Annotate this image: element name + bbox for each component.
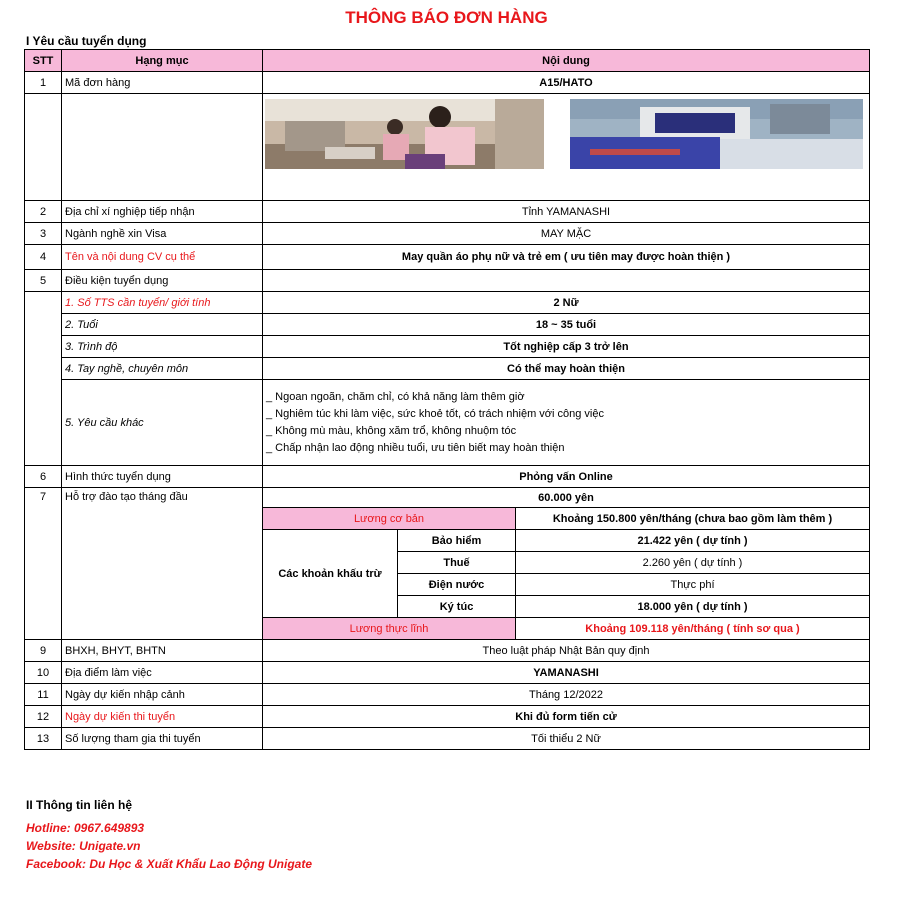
utility-value: Thực phí	[516, 574, 870, 596]
hotline: Hotline: 0967.649893	[26, 821, 145, 835]
dorm-label: Ký túc	[398, 596, 516, 618]
table-header-row	[25, 50, 870, 72]
row-stt: 7	[25, 488, 62, 640]
row-stt: 6	[25, 466, 62, 488]
requirement-line: _ Chấp nhận lao động nhiều tuổi, ưu tiên biết may hoàn thiện	[266, 441, 565, 454]
row-value: YAMANASHI	[263, 662, 870, 684]
row-item: Ngành nghề xin Visa	[62, 223, 263, 245]
section-contact-heading: II Thông tin liên hệ	[26, 798, 132, 812]
table-row	[25, 72, 870, 94]
net-salary-value: Khoảng 109.118 yên/tháng ( tính sơ qua )	[516, 618, 870, 640]
table-row	[25, 488, 870, 508]
header-content: Nội dung	[263, 50, 870, 72]
table-row	[25, 706, 870, 728]
photo-row	[25, 94, 870, 201]
utility-label: Điện nước	[398, 574, 516, 596]
row-stt: 1	[25, 72, 62, 94]
insurance-label: Bảo hiểm	[398, 530, 516, 552]
row-value: 18 ~ 35 tuổi	[263, 314, 870, 336]
row-value: 2 Nữ	[263, 292, 870, 314]
row-value: Tối thiểu 2 Nữ	[263, 728, 870, 750]
table-row	[25, 336, 870, 358]
row-stt: 9	[25, 640, 62, 662]
row-value: Phỏng vấn Online	[263, 466, 870, 488]
table-row	[25, 223, 870, 245]
row-value: Tỉnh YAMANASHI	[263, 201, 870, 223]
table-row	[25, 314, 870, 336]
facebook: Facebook: Du Học & Xuất Khẩu Lao Động Unigate	[26, 857, 313, 871]
sewing-workers-photo	[265, 99, 544, 169]
row-value: 60.000 yên	[263, 488, 870, 508]
table-row	[25, 728, 870, 750]
tax-value: 2.260 yên ( dự tính )	[516, 552, 870, 574]
basic-salary-value: Khoảng 150.800 yên/tháng (chưa bao gồm làm thêm )	[516, 508, 870, 530]
table-row	[25, 270, 870, 292]
page-title: THÔNG BÁO ĐƠN HÀNG	[345, 8, 548, 27]
row-value: A15/HATO	[263, 72, 870, 94]
row-stt: 11	[25, 684, 62, 706]
table-row	[25, 358, 870, 380]
section-requirements-heading: I Yêu cầu tuyển dụng	[26, 34, 147, 48]
row-item: Điều kiện tuyển dụng	[62, 270, 263, 292]
row-item: Địa chỉ xí nghiệp tiếp nhận	[62, 201, 263, 223]
row-stt: 2	[25, 201, 62, 223]
net-salary-label: Lương thực lĩnh	[263, 618, 516, 640]
row-value: Tốt nghiệp cấp 3 trở lên	[263, 336, 870, 358]
row-item: 1. Số TTS cần tuyển/ giới tính	[62, 292, 263, 314]
row-stt: 13	[25, 728, 62, 750]
row-value: MAY MẶC	[263, 223, 870, 245]
row-stt: 3	[25, 223, 62, 245]
table-row	[25, 292, 870, 314]
row-item: Ngày dự kiến thi tuyển	[62, 706, 263, 728]
row-value: Tháng 12/2022	[263, 684, 870, 706]
table-row	[25, 245, 870, 270]
table-row	[25, 640, 870, 662]
order-table	[24, 49, 870, 750]
row-value: Theo luật pháp Nhật Bản quy định	[263, 640, 870, 662]
row-item: 4. Tay nghề, chuyên môn	[62, 358, 263, 380]
dorm-value: 18.000 yên ( dự tính )	[516, 596, 870, 618]
deductions-label: Các khoản khấu trừ	[263, 530, 398, 618]
table-row	[25, 662, 870, 684]
row-item: Mã đơn hàng	[62, 72, 263, 94]
table-row	[25, 466, 870, 488]
requirement-line: _ Ngoan ngoãn, chăm chỉ, có khả năng làm thêm giờ	[266, 390, 525, 403]
row-item: Tên và nội dung CV cụ thể	[62, 245, 263, 270]
sewing-machine-photo	[570, 99, 863, 169]
tax-label: Thuế	[398, 552, 516, 574]
row-item: 2. Tuổi	[62, 314, 263, 336]
header-item: Hạng mục	[62, 50, 263, 72]
row-item: 3. Trình độ	[62, 336, 263, 358]
website: Website: Unigate.vn	[26, 839, 141, 853]
row-item: Hình thức tuyển dụng	[62, 466, 263, 488]
row-item: Số lượng tham gia thi tuyển	[62, 728, 263, 750]
row-stt: 10	[25, 662, 62, 684]
insurance-value: 21.422 yên ( dự tính )	[516, 530, 870, 552]
requirement-line: _ Nghiêm túc khi làm việc, sức khoẻ tốt, có trách nhiệm với công việc	[266, 407, 604, 420]
table-row	[25, 684, 870, 706]
row-stt: 5	[25, 270, 62, 292]
row-stt: 4	[25, 245, 62, 270]
row-item: Địa điểm làm việc	[62, 662, 263, 684]
table-row	[25, 201, 870, 223]
row-value: May quần áo phụ nữ và trẻ em ( ưu tiên may được hoàn thiện )	[263, 245, 870, 270]
row-value: Khi đủ form tiến cử	[263, 706, 870, 728]
other-requirements	[263, 380, 870, 466]
row-item: BHXH, BHYT, BHTN	[62, 640, 263, 662]
row-item: Hỗ trợ đào tạo tháng đầu	[62, 488, 263, 640]
row-item: 5. Yêu cầu khác	[62, 380, 263, 466]
header-stt: STT	[25, 50, 62, 72]
basic-salary-label: Lương cơ bản	[263, 508, 516, 530]
table-row	[25, 380, 870, 466]
row-value: Có thể may hoàn thiện	[263, 358, 870, 380]
row-item: Ngày dự kiến nhập cảnh	[62, 684, 263, 706]
requirement-line: _ Không mù màu, không xăm trổ, không nhuộm tóc	[266, 424, 517, 437]
row-stt: 12	[25, 706, 62, 728]
